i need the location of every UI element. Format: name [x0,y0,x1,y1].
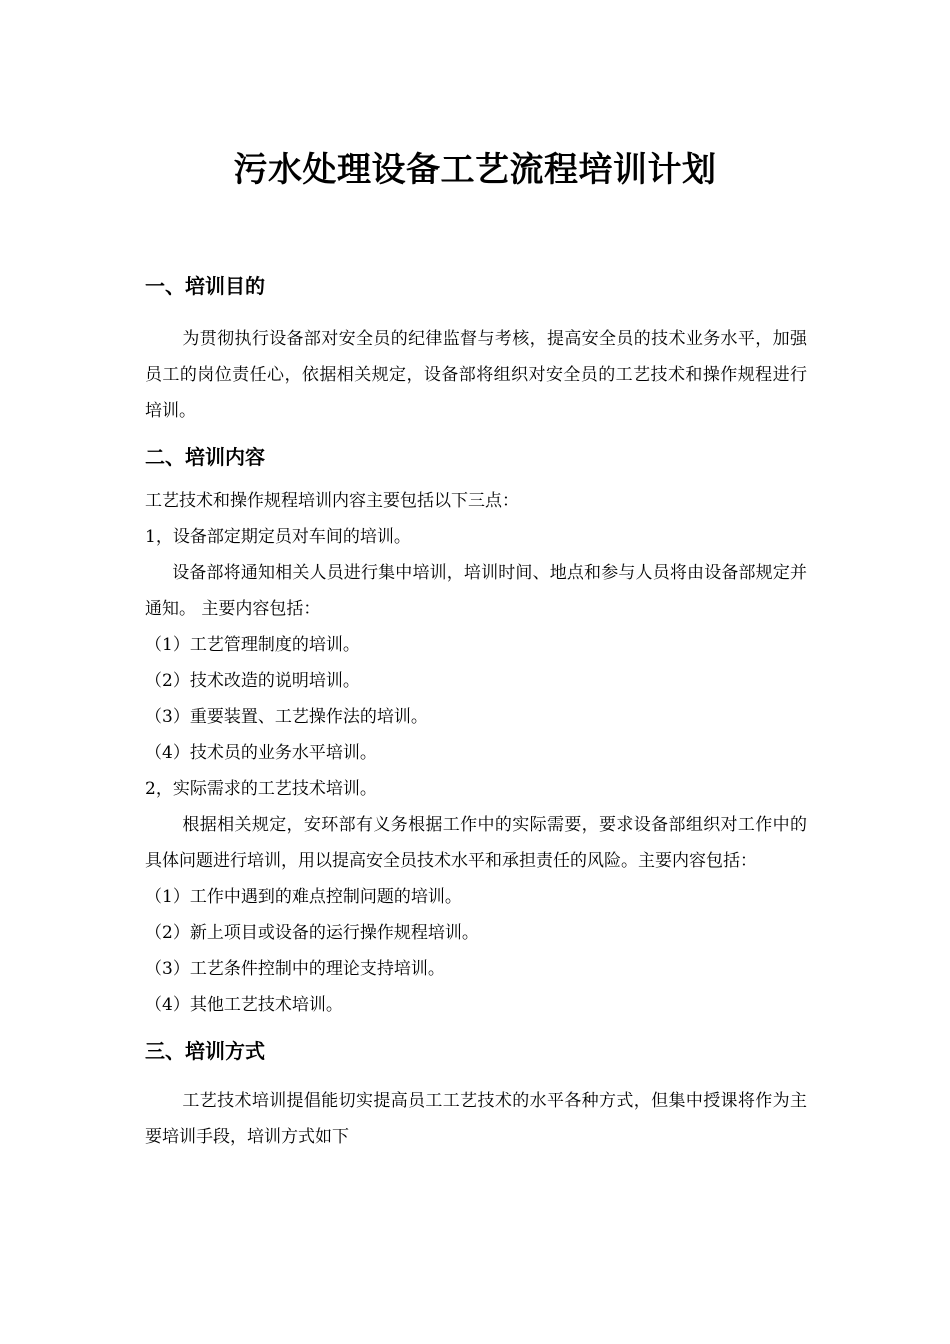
page-title: 污水处理设备工艺流程培训计划 [233,150,717,190]
list-item: （3）工艺条件控制中的理论支持培训。 [145,959,445,979]
list-item: （2）技术改造的说明培训。 [145,671,360,691]
section-training-purpose [145,270,807,429]
list-item: （4）其他工艺技术培训。 [145,995,343,1015]
list-item: （1）工艺管理制度的培训。 [145,635,360,655]
section-heading: 一、培训目的 [145,274,265,298]
document-body [145,270,807,1155]
section-training-method [145,1035,807,1155]
section-training-content [145,441,807,1023]
section-paragraph: 工艺技术培训提倡能切实提高员工工艺技术的水平各种方式，但集中授课将作为主要培训手段，培训方式如下 [145,1091,807,1147]
section-intro: 工艺技术和操作规程培训内容主要包括以下三点： [145,491,519,511]
point-paragraph: 设备部将通知相关人员进行集中培训，培训时间、地点和参与人员将由设备部规定并通知。 主要内容包括： [145,563,807,619]
list-item: （1）工作中遇到的难点控制问题的培训。 [145,887,462,907]
list-item: （4）技术员的业务水平培训。 [145,743,377,763]
list-item: （2）新上项目或设备的运行操作规程培训。 [145,923,479,943]
list-item: （3）重要装置、工艺操作法的培训。 [145,707,428,727]
point-title: 2，实际需求的工艺技术培训。 [145,779,377,799]
section-heading: 二、培训内容 [145,445,265,469]
section-paragraph: 为贯彻执行设备部对安全员的纪律监督与考核，提高安全员的技术业务水平，加强员工的岗位责任心，依据相关规定，设备部将组织对安全员的工艺技术和操作规程进行培训。 [145,329,807,421]
point-title: 1，设备部定期定员对车间的培训。 [145,527,411,547]
point-paragraph: 根据相关规定，安环部有义务根据工作中的实际需要，要求设备部组织对工作中的具体问题进行培训，用以提高安全员技术水平和承担责任的风险。主要内容包括： [145,815,807,871]
section-heading: 三、培训方式 [145,1039,265,1063]
